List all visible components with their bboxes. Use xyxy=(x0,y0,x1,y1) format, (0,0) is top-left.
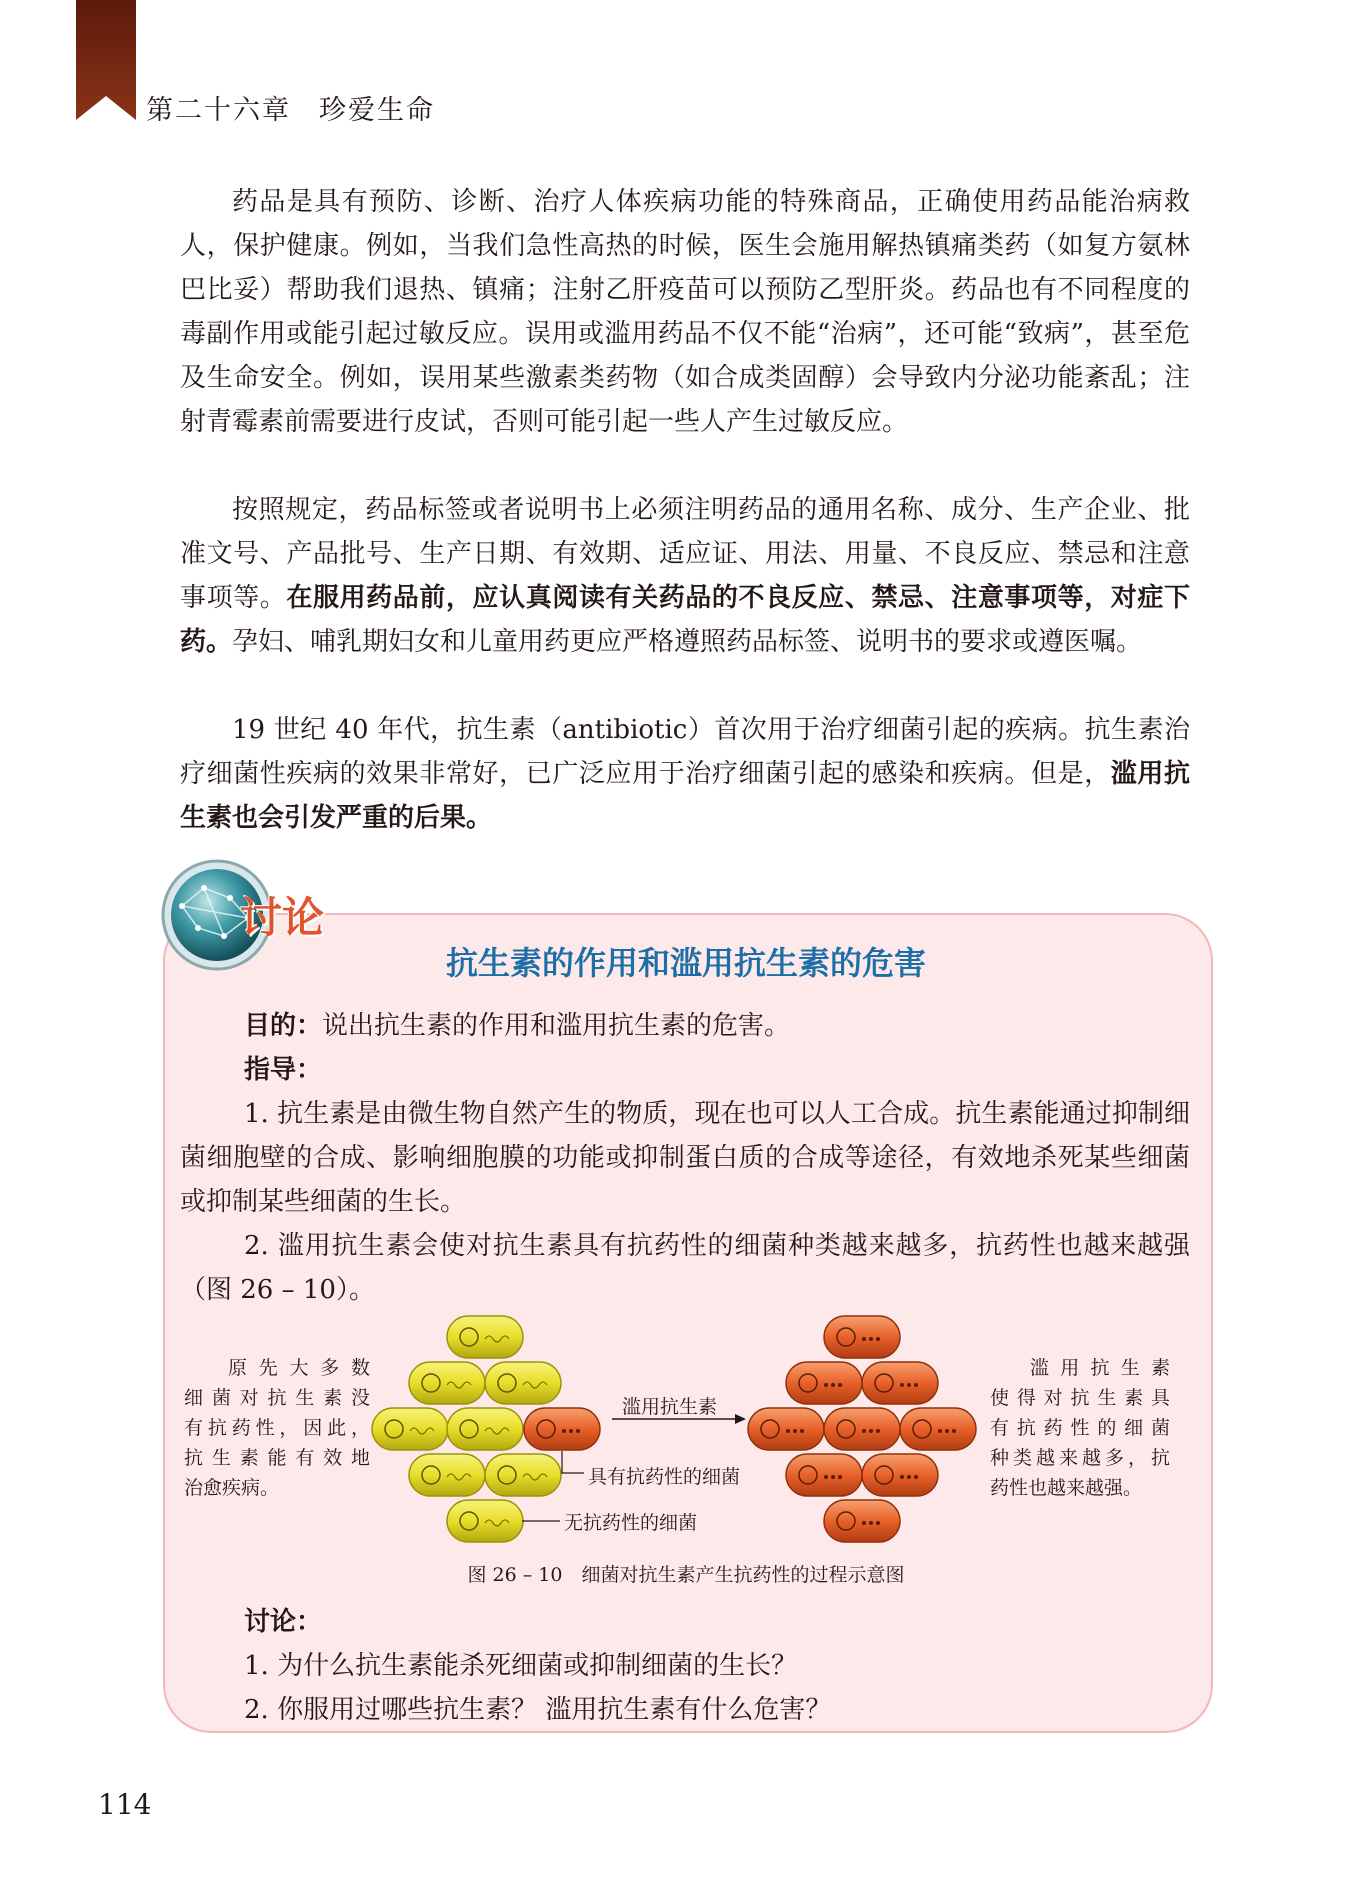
p3-bold: 滥用抗生素也会引发严重的后果。 xyxy=(180,759,1190,833)
resistant-cell xyxy=(786,1362,862,1404)
resistant-leader-line xyxy=(562,1451,584,1473)
p2-bold: 在服用药品前，应认真阅读有关药品的不良反应、禁忌、注意事项等，对症下药。 xyxy=(180,583,1190,657)
arrow-label: 滥用抗生素 xyxy=(622,1396,718,1418)
discussion-questions xyxy=(180,1600,1190,1732)
nonresistant-cell xyxy=(485,1454,561,1496)
question-2: 2. 你服用过哪些抗生素？ 滥用抗生素有什么危害？ xyxy=(244,1695,832,1725)
figure-left-note: 原先大多数 细菌对抗生素没 有抗药性，因此， 抗生素能有效地 治愈疾病。 xyxy=(184,1357,370,1499)
discussion-title: 抗生素的作用和滥用抗生素的危害 xyxy=(445,944,926,982)
figure-right-note: 滥用抗生素 使得对抗生素具 有抗药性的细菌 种类越来越多，抗 药性也越来越强。 xyxy=(990,1357,1170,1499)
nonresistant-cell xyxy=(372,1408,448,1450)
page-number: 114 xyxy=(98,1788,152,1821)
nonresistant-cell xyxy=(409,1454,485,1496)
resistant-cell xyxy=(824,1500,900,1542)
p2-text-b: 孕妇、哺乳期妇女和儿童用药更应严格遵照药品标签、说明书的要求或遵医嘱。 xyxy=(232,627,1143,657)
question-label: 讨论： xyxy=(244,1607,323,1637)
p3-text-a: 19 世纪 40 年代，抗生素（antibiotic）首次用于治疗细菌引起的疾病。抗生素治疗细菌性疾病的效果非常好，已广泛应用于治疗细菌引起的感染和疾病。但是， xyxy=(180,715,1190,789)
discussion-label: 讨论 xyxy=(240,893,325,942)
resistant-cell xyxy=(900,1408,976,1450)
resistant-cell xyxy=(862,1454,938,1496)
resistant-cell xyxy=(748,1408,824,1450)
nonresistant-cell xyxy=(485,1362,561,1404)
resistant-cell xyxy=(524,1408,600,1450)
nonresistant-label: 无抗药性的细菌 xyxy=(564,1512,698,1534)
resistant-cell xyxy=(824,1316,900,1358)
resistant-label: 具有抗药性的细菌 xyxy=(588,1466,741,1488)
nonresistant-cell xyxy=(447,1500,523,1542)
nonresistant-cell xyxy=(447,1316,523,1358)
figure-caption: 图 26 – 10 细菌对抗生素产生抗药性的过程示意图 xyxy=(467,1564,905,1586)
purpose-label: 目的： xyxy=(244,1011,323,1041)
nonresistant-cell xyxy=(409,1362,485,1404)
p2-text-a: 按照规定，药品标签或者说明书上必须注明药品的通用名称、成分、生产企业、批准文号、产品批号、生产日期、有效期、适应证、用法、用量、不良反应、禁忌和注意事项等。 xyxy=(180,495,1190,613)
chapter-number: 第二十六章 xyxy=(146,95,291,126)
purpose-text: 说出抗生素的作用和滥用抗生素的危害。 xyxy=(322,1011,791,1041)
arrow-head-icon xyxy=(735,1414,746,1424)
resistant-cell xyxy=(824,1408,900,1450)
resistant-cell xyxy=(786,1454,862,1496)
body-paragraph-1: 药品是具有预防、诊断、治疗人体疾病功能的特殊商品，正确使用药品能治病救人，保护健康。例如，当我们急性高热的时候，医生会施用解热镇痛类药（如复方氨林巴比妥）帮助我们退热、镇痛；注射乙肝疫苗可以预防乙型肝炎。药品也有不同程度的毒副作用或能引起过敏反应。误用或滥用药品不仅不能“治病”，还可能“致病”，甚至危及生命安全。例如，误用某些激素类药物（如合成类固醇）会导致内分泌功能紊乱；注射青霉素前需要进行皮试，否则可能引起一些人产生过敏反应。 xyxy=(180,187,1190,437)
guide-item-1: 1. 抗生素是由微生物自然产生的物质，现在也可以人工合成。抗生素能通过抑制细菌细胞壁的合成、影响细胞膜的功能或抑制蛋白质的合成等途径，有效地杀死某些细菌或抑制某些细菌的生长。 xyxy=(180,1099,1190,1217)
guide-label: 指导： xyxy=(244,1055,323,1085)
resistant-cell xyxy=(862,1362,938,1404)
chapter-title: 珍爱生命 xyxy=(319,95,435,126)
question-1: 1. 为什么抗生素能杀死细菌或抑制细菌的生长？ xyxy=(244,1651,798,1681)
guide-item-2: 2. 滥用抗生素会使对抗生素具有抗药性的细菌种类越来越多，抗药性也越来越强（图 26 – 10）。 xyxy=(180,1231,1190,1305)
nonresistant-cell xyxy=(447,1408,523,1450)
